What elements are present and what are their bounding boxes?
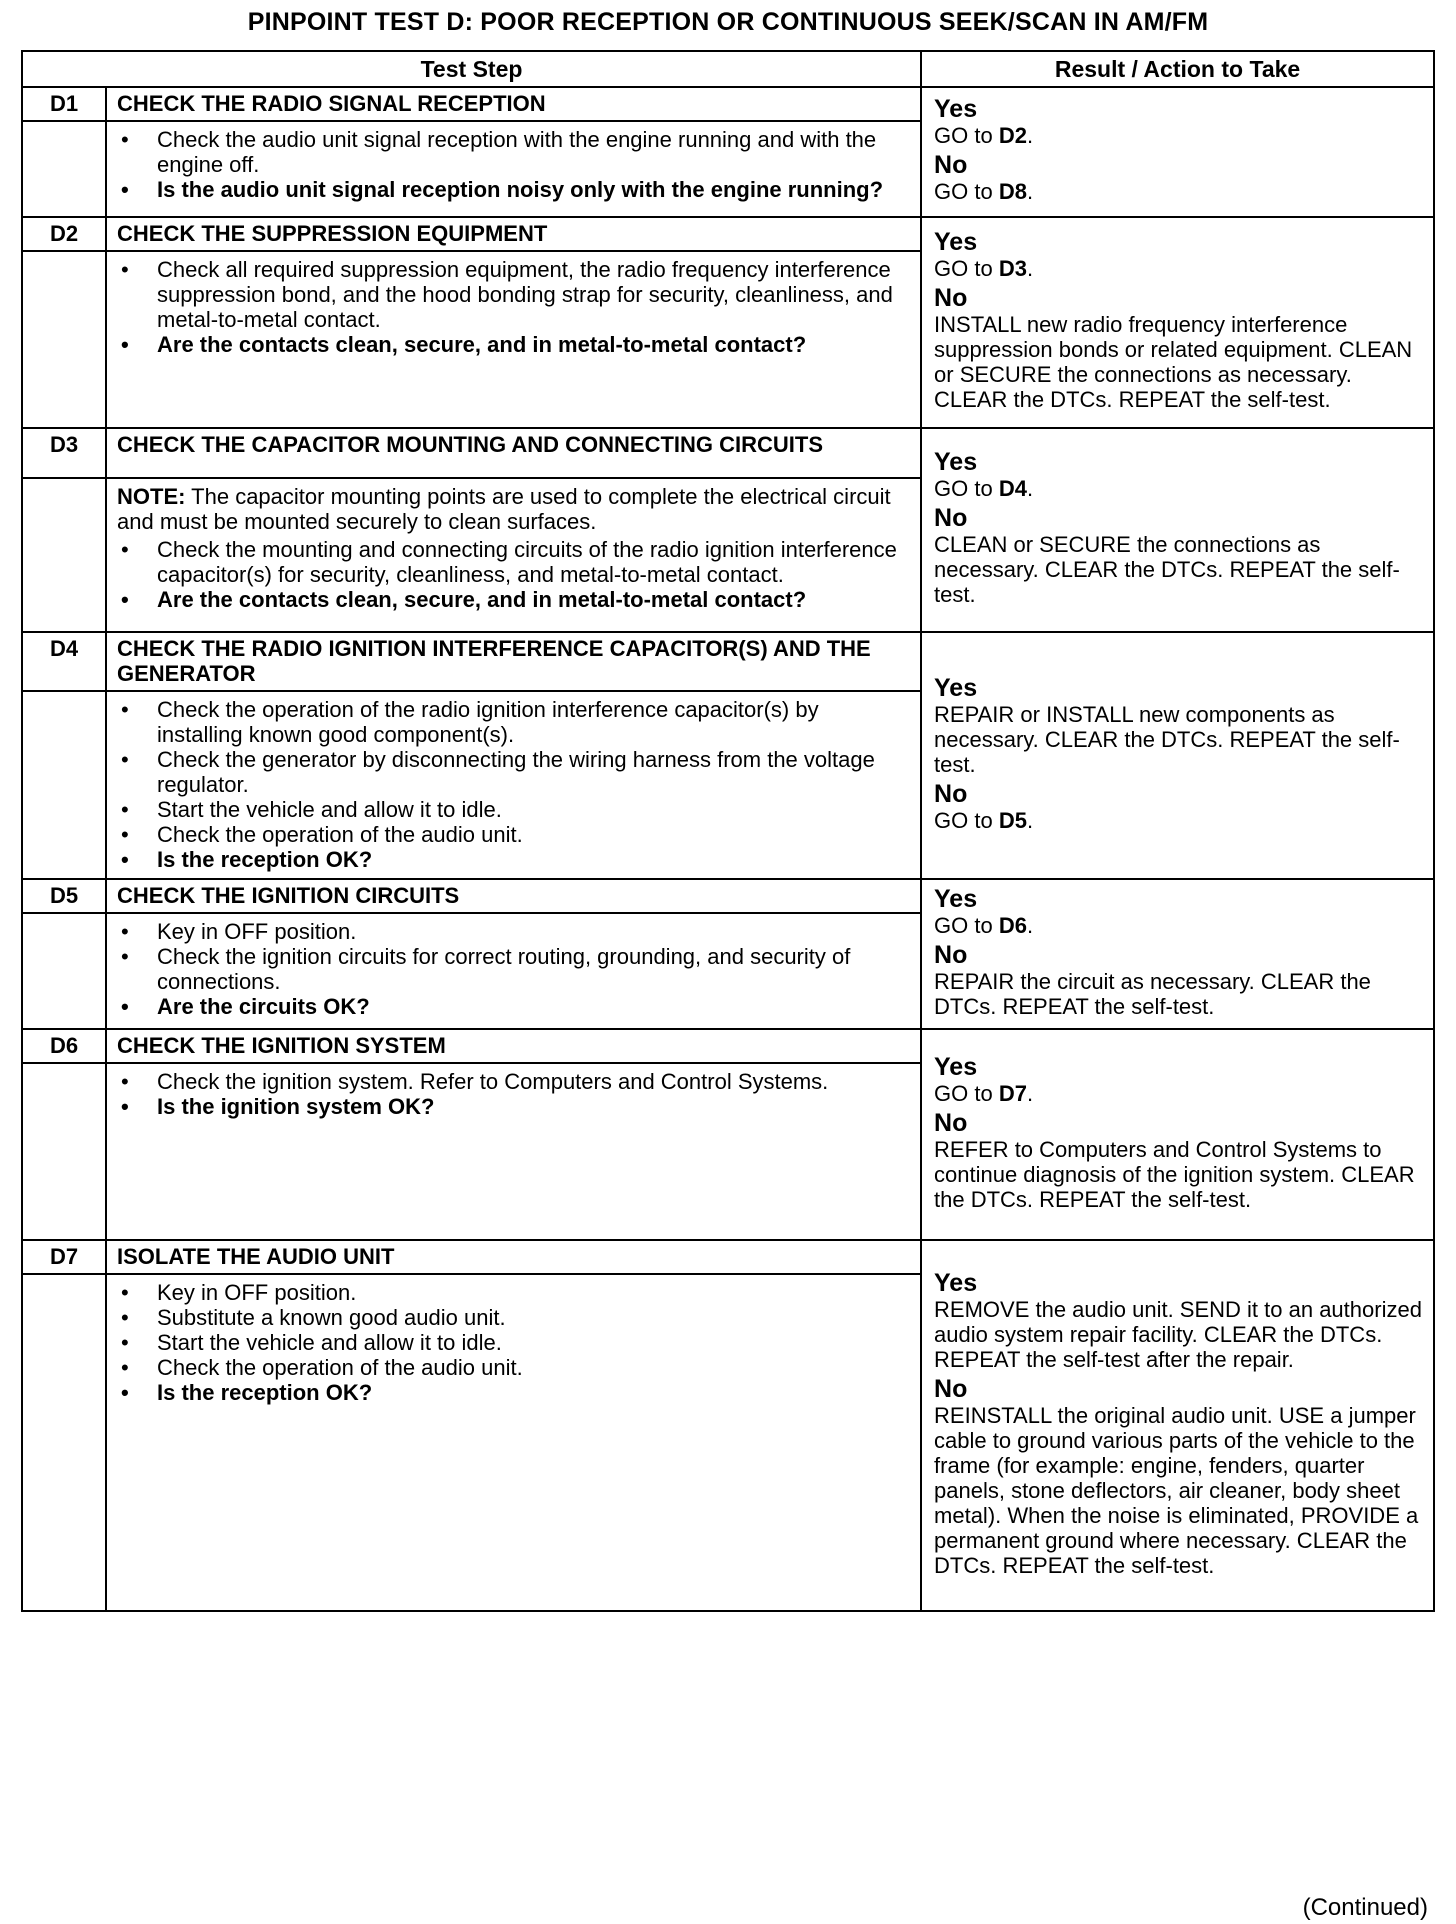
step-id-d5: D5	[22, 879, 106, 913]
step-bullet-list	[117, 1069, 910, 1119]
result-cell-d2	[921, 217, 1434, 428]
step-title-row	[22, 632, 1434, 691]
step-bullet-list	[117, 257, 910, 357]
yes-action-end: .	[1026, 912, 1034, 938]
step-instruction: • Check the generator by disconnecting the wiring harness from the voltage regulator.	[117, 747, 910, 797]
step-id-spacer	[22, 1274, 106, 1611]
no-label: No	[934, 779, 968, 808]
page-title: PINPOINT TEST D: POOR RECEPTION OR CONTINUOUS SEEK/SCAN IN AM/FM	[247, 8, 1209, 36]
no-goto-ref: D5	[998, 807, 1027, 833]
step-id-d1: D1	[22, 87, 106, 121]
step-instruction: • Check all required suppression equipment, the radio frequency interference suppression bond, and the hood bonding strap for security, cleanliness, and metal-to-metal contact.	[117, 257, 910, 332]
no-label: No	[934, 151, 968, 179]
step-bullet-list	[117, 1280, 910, 1405]
step-title-d4: CHECK THE RADIO IGNITION INTERFERENCE CAPACITOR(S) AND THE GENERATOR	[106, 632, 921, 691]
no-block	[934, 152, 1427, 204]
yes-action	[934, 913, 1427, 938]
step-bullet-list	[117, 697, 910, 872]
no-block	[934, 285, 1427, 412]
yes-label: Yes	[934, 884, 978, 913]
result-cell-d5	[921, 879, 1434, 1029]
yes-action	[934, 1297, 1427, 1372]
step-body-d6	[106, 1063, 921, 1240]
step-title-d7: ISOLATE THE AUDIO UNIT	[106, 1240, 921, 1274]
step-question: • Are the contacts clean, secure, and in metal-to-metal contact?	[117, 332, 910, 357]
no-block	[934, 1376, 1427, 1578]
no-action-end: .	[1026, 807, 1034, 833]
yes-action-end: .	[1026, 256, 1034, 281]
step-question: • Is the reception OK?	[117, 847, 910, 872]
no-action	[934, 808, 1427, 833]
yes-goto-ref: D7	[998, 1080, 1027, 1106]
step-id-d3: D3	[22, 428, 106, 478]
step-id-spacer	[22, 1063, 106, 1240]
step-instruction: • Check the mounting and connecting circuits of the radio ignition interference capacitor(s) for security, cleanliness, and metal-to-metal contact.	[117, 537, 910, 587]
no-block	[934, 942, 1427, 1019]
step-instruction: • Check the operation of the audio unit.	[117, 1355, 910, 1380]
step-instruction: • Check the ignition system. Refer to Computers and Control Systems.	[117, 1069, 910, 1094]
header-result: Result / Action to Take	[921, 51, 1434, 87]
result-cell-d7	[921, 1240, 1434, 1611]
step-title-row	[22, 217, 1434, 251]
step-body-d7	[106, 1274, 921, 1611]
yes-goto-ref: D3	[998, 256, 1027, 281]
step-title-row	[22, 879, 1434, 913]
yes-action-end: .	[1026, 476, 1034, 501]
yes-action-end: .	[1026, 1080, 1034, 1106]
no-label: No	[934, 1374, 968, 1403]
step-title-d5: CHECK THE IGNITION CIRCUITS	[106, 879, 921, 913]
no-action-text: REINSTALL the original audio unit. USE a jumper cable to ground various parts of the vehicle to the frame (for example: engine, fenders, quarter panels, stone deflectors, air cleaner, body sheet metal). When the noise is eliminated, PROVIDE a permanent ground where necessary. CLEAR the DTCs. REPEAT the self-test.	[934, 1402, 1419, 1578]
yes-label: Yes	[934, 1268, 978, 1297]
no-action-text: CLEAN or SECURE the connections as necessary. CLEAR the DTCs. REPEAT the self-test.	[934, 532, 1400, 607]
yes-label: Yes	[934, 95, 978, 123]
no-label: No	[934, 284, 968, 312]
yes-goto-ref: D2	[998, 123, 1027, 148]
yes-goto-ref: D6	[998, 912, 1027, 938]
step-id-d7: D7	[22, 1240, 106, 1274]
step-title-row	[22, 1029, 1434, 1063]
no-action-end: .	[1026, 179, 1034, 204]
step-title-d6: CHECK THE IGNITION SYSTEM	[106, 1029, 921, 1063]
no-action-text: REFER to Computers and Control Systems to continue diagnosis of the ignition system. CLEAR the DTCs. REPEAT the self-test.	[934, 1136, 1415, 1212]
note-label: NOTE:	[117, 484, 186, 509]
step-question: • Are the circuits OK?	[117, 994, 910, 1019]
yes-action	[934, 1081, 1427, 1106]
no-goto-ref: D8	[998, 179, 1027, 204]
step-instruction: • Key in OFF position.	[117, 919, 910, 944]
yes-label: Yes	[934, 673, 978, 702]
yes-block	[934, 229, 1427, 281]
result-cell-d1	[921, 87, 1434, 217]
step-title-row	[22, 428, 1434, 478]
yes-action	[934, 123, 1427, 148]
result-cell-d6	[921, 1029, 1434, 1240]
yes-block	[934, 1270, 1427, 1372]
step-instruction: • Check the operation of the audio unit.	[117, 822, 910, 847]
yes-label: Yes	[934, 448, 978, 476]
step-note	[117, 484, 910, 534]
yes-block	[934, 96, 1427, 148]
step-instruction: • Substitute a known good audio unit.	[117, 1305, 910, 1330]
step-id-spacer	[22, 121, 106, 217]
step-id-d4: D4	[22, 632, 106, 691]
step-title-d1: CHECK THE RADIO SIGNAL RECEPTION	[106, 87, 921, 121]
yes-action-text: REMOVE the audio unit. SEND it to an authorized audio system repair facility. CLEAR the DTCs. REPEAT the self-test after the repair.	[934, 1296, 1422, 1372]
no-block	[934, 1110, 1427, 1212]
no-label: No	[934, 1108, 968, 1137]
step-id-spacer	[22, 913, 106, 1029]
no-action-text: REPAIR the circuit as necessary. CLEAR the DTCs. REPEAT the self-test.	[934, 968, 1371, 1019]
step-title-d2: CHECK THE SUPPRESSION EQUIPMENT	[106, 217, 921, 251]
no-action	[934, 532, 1427, 607]
step-id-spacer	[22, 691, 106, 879]
no-action	[934, 969, 1427, 1019]
step-instruction: • Check the operation of the radio ignition interference capacitor(s) by installing known good component(s).	[117, 697, 910, 747]
no-action	[934, 312, 1427, 412]
result-cell-d4	[921, 632, 1434, 879]
step-title-row	[22, 87, 1434, 121]
yes-action-text: REPAIR or INSTALL new components as necessary. CLEAR the DTCs. REPEAT the self-test.	[934, 701, 1400, 777]
step-instruction: • Check the audio unit signal reception with the engine running and with the engine off.	[117, 127, 910, 177]
result-cell-d3	[921, 428, 1434, 632]
no-action-text: GO to	[934, 179, 999, 204]
table-header-row	[22, 51, 1434, 87]
step-bullet-list	[117, 919, 910, 1019]
step-id-d2: D2	[22, 217, 106, 251]
yes-action-text: GO to	[934, 476, 999, 501]
no-label: No	[934, 504, 968, 532]
step-title-row	[22, 1240, 1434, 1274]
no-action	[934, 179, 1427, 204]
step-id-spacer	[22, 251, 106, 428]
step-question: • Is the audio unit signal reception noisy only with the engine running?	[117, 177, 910, 202]
yes-action	[934, 476, 1427, 501]
step-instruction: • Key in OFF position.	[117, 1280, 910, 1305]
step-instruction: • Start the vehicle and allow it to idle.	[117, 797, 910, 822]
continued-label: (Continued)	[1302, 1894, 1428, 1921]
step-id-d6: D6	[22, 1029, 106, 1063]
step-question: • Is the ignition system OK?	[117, 1094, 910, 1119]
yes-goto-ref: D4	[998, 476, 1027, 501]
step-question: • Are the contacts clean, secure, and in metal-to-metal contact?	[117, 587, 910, 612]
step-bullet-list	[117, 127, 910, 202]
step-body-d1	[106, 121, 921, 217]
yes-block	[934, 886, 1427, 938]
yes-action	[934, 256, 1427, 281]
step-body-d5	[106, 913, 921, 1029]
step-instruction: • Check the ignition circuits for correct routing, grounding, and security of connections.	[117, 944, 910, 994]
yes-action	[934, 702, 1427, 777]
no-block	[934, 505, 1427, 607]
no-action-text: INSTALL new radio frequency interference suppression bonds or related equipment. CLEAN or SECURE the connections as necessary. CLEAR the DTCs. REPEAT the self-test.	[934, 312, 1413, 412]
yes-action-text: GO to	[934, 912, 999, 938]
header-test-step: Test Step	[22, 51, 921, 87]
step-title-d3: CHECK THE CAPACITOR MOUNTING AND CONNECTING CIRCUITS	[106, 428, 921, 478]
yes-action-text: GO to	[934, 1080, 999, 1106]
step-body-d2	[106, 251, 921, 428]
yes-action-text: GO to	[934, 123, 999, 148]
note-text: The capacitor mounting points are used to complete the electrical circuit and must be mounted securely to clean surfaces.	[117, 484, 891, 534]
yes-action-text: GO to	[934, 256, 999, 281]
yes-label: Yes	[934, 1052, 978, 1081]
yes-block	[934, 675, 1427, 777]
step-question: • Is the reception OK?	[117, 1380, 910, 1405]
no-action-text: GO to	[934, 807, 999, 833]
step-body-d4	[106, 691, 921, 879]
step-instruction: • Start the vehicle and allow it to idle.	[117, 1330, 910, 1355]
yes-label: Yes	[934, 228, 978, 256]
no-action	[934, 1137, 1427, 1212]
pinpoint-test-table	[21, 50, 1435, 1612]
yes-block	[934, 449, 1427, 501]
step-bullet-list	[117, 537, 910, 612]
step-body-d3	[106, 478, 921, 632]
yes-action-end: .	[1026, 123, 1034, 148]
no-block	[934, 781, 1427, 833]
no-action	[934, 1403, 1427, 1578]
step-id-spacer	[22, 478, 106, 632]
no-label: No	[934, 940, 968, 969]
yes-block	[934, 1054, 1427, 1106]
